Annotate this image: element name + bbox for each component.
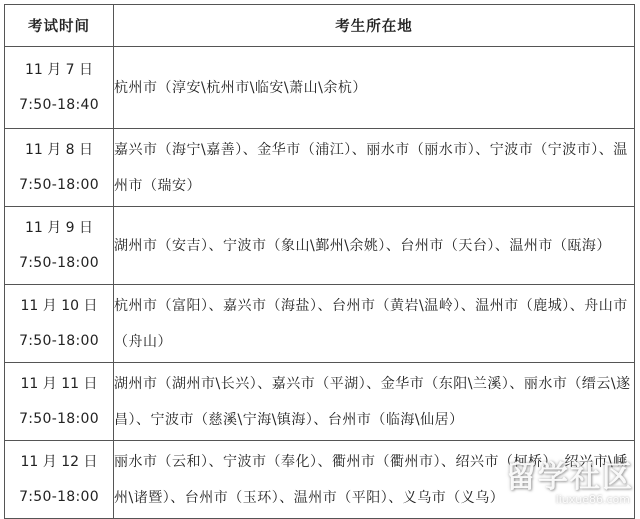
time-cell xyxy=(5,207,114,285)
exam-date: 11 月 10 日 xyxy=(20,297,98,314)
exam-date: 11 月 7 日 xyxy=(24,61,94,78)
watermark-url: liuxue86.com xyxy=(555,493,630,506)
exam-hours: 7:50-18:40 xyxy=(19,96,99,113)
time-cell xyxy=(5,363,114,441)
exam-hours: 7:50-18:00 xyxy=(19,176,99,193)
location-cell: 杭州市（淳安\杭州市\临安\萧山\余杭） xyxy=(114,47,635,129)
time-cell xyxy=(5,441,114,519)
table-row xyxy=(5,285,635,363)
location-cell: 湖州市（安吉）、宁波市（象山\鄞州\余姚）、台州市（天台）、温州市（瓯海） xyxy=(114,207,635,285)
location-cell: 丽水市（云和）、宁波市（奉化）、衢州市（衢州市）、绍兴市（柯桥）、绍兴市\嵊州\诸暨）、台州市（玉环）、温州市（平阳）、义乌市（义乌） xyxy=(114,441,635,519)
table-row xyxy=(5,47,635,129)
exam-date: 11 月 12 日 xyxy=(20,453,98,470)
location-cell: 杭州市（富阳）、嘉兴市（海盐）、台州市（黄岩\温岭）、温州市（鹿城）、舟山市（舟山） xyxy=(114,285,635,363)
exam-date: 11 月 8 日 xyxy=(24,141,94,158)
table-row xyxy=(5,129,635,207)
time-cell xyxy=(5,129,114,207)
watermark-logo-text: 留学社区 xyxy=(506,460,634,495)
location-cell: 嘉兴市（海宁\嘉善）、金华市（浦江）、丽水市（丽水市）、宁波市（宁波市）、温州市（瑞安） xyxy=(114,129,635,207)
header-exam-time: 考试时间 xyxy=(5,5,114,47)
exam-hours: 7:50-18:00 xyxy=(19,488,99,505)
location-cell: 湖州市（湖州市\长兴）、嘉兴市（平湖）、金华市（东阳\兰溪）、丽水市（缙云\遂昌）、宁波市（慈溪\宁海\镇海）、台州市（临海\仙居） xyxy=(114,363,635,441)
exam-date: 11 月 11 日 xyxy=(20,375,98,392)
table-header-row xyxy=(5,5,635,47)
time-cell xyxy=(5,47,114,129)
exam-hours: 7:50-18:00 xyxy=(19,410,99,427)
time-cell xyxy=(5,285,114,363)
header-candidate-location: 考生所在地 xyxy=(114,5,635,47)
table-row xyxy=(5,363,635,441)
exam-hours: 7:50-18:00 xyxy=(19,332,99,349)
exam-schedule-table xyxy=(4,4,635,519)
exam-date: 11 月 9 日 xyxy=(24,219,94,236)
site-watermark xyxy=(484,452,634,506)
exam-hours: 7:50-18:00 xyxy=(19,254,99,271)
table-row xyxy=(5,207,635,285)
